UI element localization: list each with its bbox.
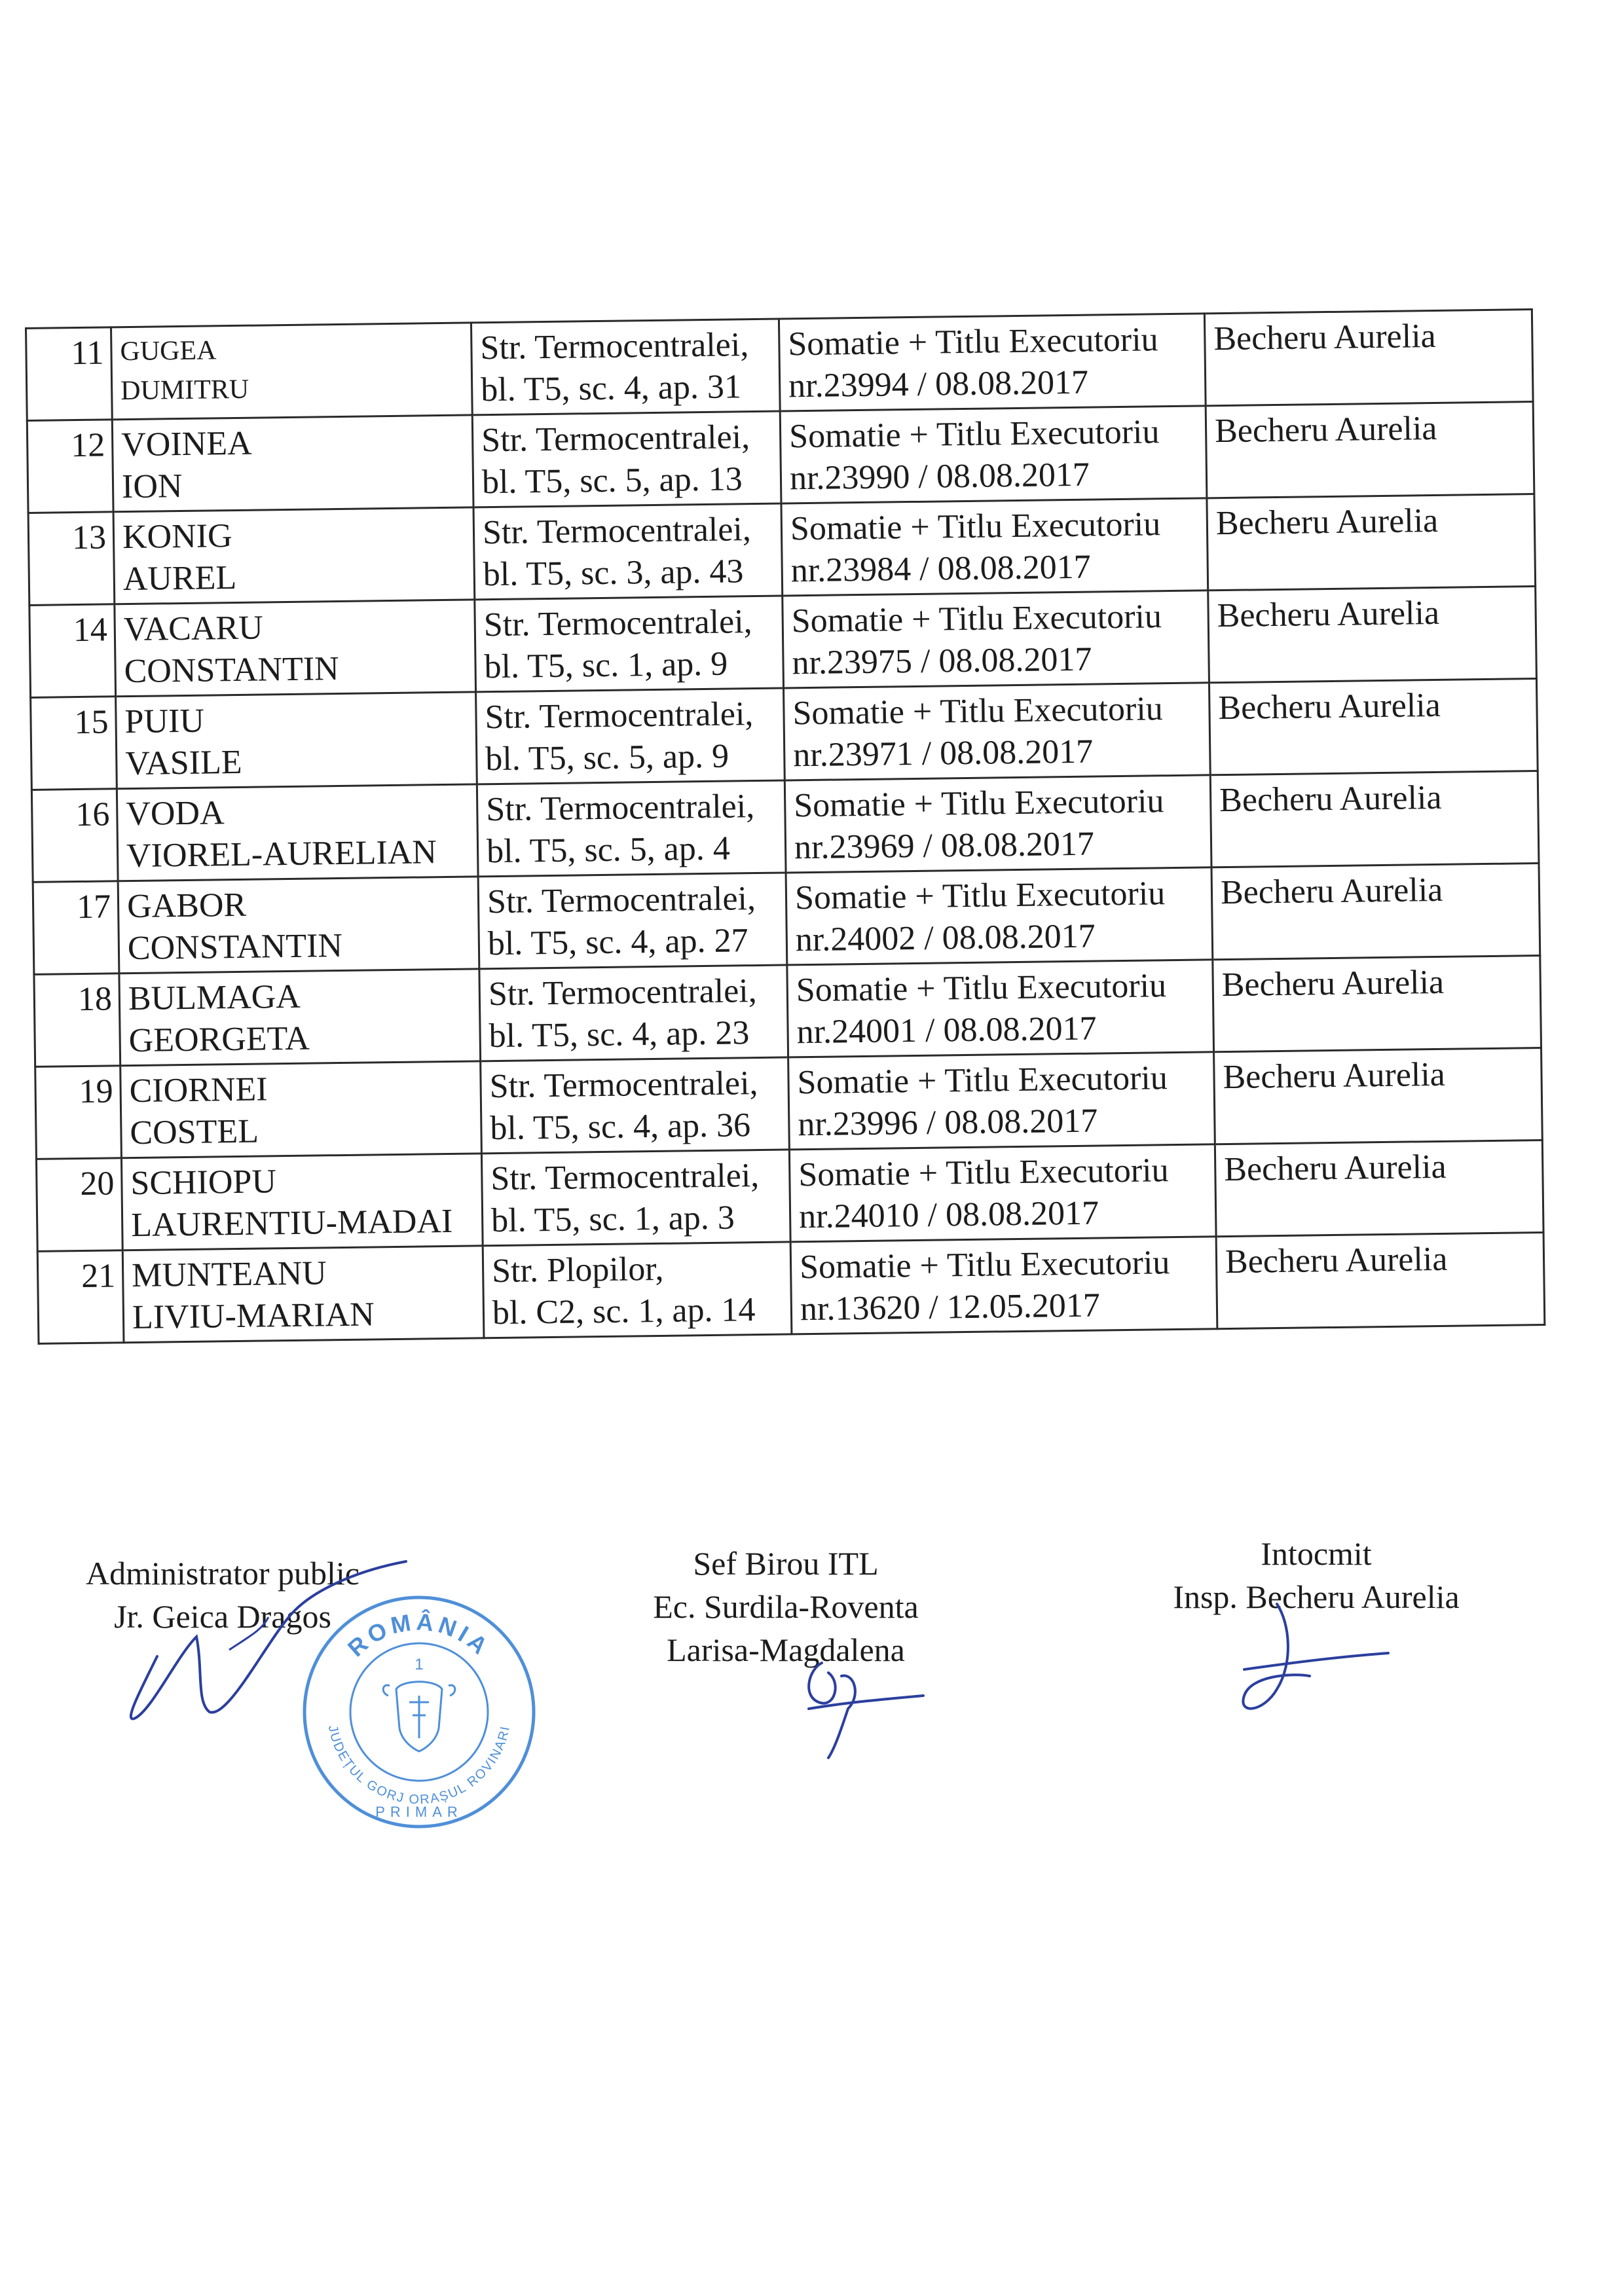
document-cell <box>786 867 1213 965</box>
sef-birou-title: Sef Birou ITL <box>693 1545 879 1582</box>
address-cell <box>473 503 783 600</box>
stamp-number: 1 <box>415 1656 424 1673</box>
sef-birou-signature-icon <box>783 1637 927 1768</box>
given-name: CONSTANTIN <box>127 926 343 968</box>
surname: VODA <box>125 794 225 833</box>
agent-cell <box>1207 494 1536 591</box>
agent-cell <box>1216 1232 1545 1328</box>
surname: VOINEA <box>120 424 252 464</box>
document-type: Somatie + Titlu Executoriu <box>799 1244 1170 1286</box>
surname: VACARU <box>123 609 264 649</box>
agent-name: Becheru Aurelia <box>1221 963 1445 1004</box>
row-number <box>33 881 119 975</box>
surname: CIORNEI <box>129 1070 268 1110</box>
row-number <box>28 512 115 606</box>
document-type: Somatie + Titlu Executoriu <box>788 321 1158 363</box>
name-cell <box>111 323 473 420</box>
document-number: nr.24002 / 08.08.2017 <box>795 917 1096 959</box>
address-unit: bl. T5, sc. 4, ap. 31 <box>480 368 742 409</box>
coat-of-arms-icon <box>383 1682 455 1751</box>
name-cell <box>112 415 473 512</box>
name-cell <box>122 1246 484 1343</box>
document-type: Somatie + Titlu Executoriu <box>796 967 1167 1010</box>
row-number <box>31 789 118 883</box>
row-number <box>27 420 113 513</box>
address-unit: bl. T5, sc. 4, ap. 23 <box>489 1014 750 1055</box>
administrator-title: Administrator public <box>86 1555 360 1592</box>
address-cell <box>477 780 786 877</box>
address-cell <box>483 1242 792 1338</box>
row-number <box>37 1250 124 1344</box>
address-unit: bl. T5, sc. 3, ap. 43 <box>483 553 744 594</box>
name-cell <box>116 692 477 789</box>
document-number: nr.23971 / 08.08.2017 <box>792 733 1094 774</box>
document-cell <box>779 314 1206 411</box>
intocmit-signature-icon <box>1231 1597 1401 1728</box>
agent-cell <box>1215 1140 1543 1236</box>
address-unit: bl. C2, sc. 1, ap. 14 <box>492 1291 756 1332</box>
row-number-text: 17 <box>76 888 111 926</box>
given-name: COSTEL <box>130 1112 259 1152</box>
address-unit: bl. T5, sc. 4, ap. 36 <box>490 1106 751 1148</box>
agent-name: Becheru Aurelia <box>1214 409 1437 450</box>
row-number-text: 16 <box>75 795 110 834</box>
address-street: Str. Termocentralei, <box>490 1157 760 1198</box>
address-cell <box>472 411 781 507</box>
agent-name: Becheru Aurelia <box>1223 1055 1446 1097</box>
document-type: Somatie + Titlu Executoriu <box>791 598 1162 640</box>
row-number-text: 19 <box>79 1072 114 1111</box>
document-cell <box>790 1237 1217 1334</box>
round-stamp-icon <box>298 1591 540 1833</box>
document-number: nr.23969 / 08.08.2017 <box>794 825 1095 867</box>
document-type: Somatie + Titlu Executoriu <box>790 505 1161 548</box>
stamp-ring-text: JUDEȚUL GORJ ORAȘUL ROVINARI <box>325 1724 513 1808</box>
row-number <box>36 1158 122 1252</box>
address-cell <box>478 873 787 969</box>
row-number-text: 21 <box>81 1257 116 1296</box>
agent-cell <box>1204 310 1533 406</box>
agent-name: Becheru Aurelia <box>1213 317 1436 358</box>
address-unit: bl. T5, sc. 5, ap. 9 <box>485 737 729 778</box>
row-number-text: 15 <box>74 703 109 742</box>
records-table-body <box>26 310 1545 1344</box>
name-cell <box>120 1061 482 1158</box>
address-cell <box>479 965 788 1061</box>
name-cell <box>119 969 481 1066</box>
agent-name: Becheru Aurelia <box>1220 871 1443 912</box>
surname: KONIG <box>122 517 232 556</box>
address-unit: bl. T5, sc. 4, ap. 27 <box>487 922 748 963</box>
row-number <box>35 1066 122 1159</box>
agent-name: Becheru Aurelia <box>1218 686 1441 727</box>
address-cell <box>475 596 784 692</box>
row-number <box>29 604 116 698</box>
records-table-wrapper <box>25 308 1543 1345</box>
agent-cell <box>1211 864 1540 960</box>
agent-cell <box>1214 1048 1543 1144</box>
document-type: Somatie + Titlu Executoriu <box>793 782 1164 825</box>
row-number-text: 13 <box>71 519 107 557</box>
address-street: Str. Termocentralei, <box>481 418 750 460</box>
document-type: Somatie + Titlu Executoriu <box>797 1059 1168 1102</box>
records-table <box>25 308 1545 1345</box>
row-number <box>31 697 117 790</box>
surname: MUNTEANU <box>131 1254 327 1295</box>
agent-name: Becheru Aurelia <box>1217 594 1440 635</box>
agent-cell <box>1209 679 1538 775</box>
name-cell <box>113 507 475 604</box>
intocmit-name: Insp. Becheru Aurelia <box>1173 1578 1460 1615</box>
surname: GABOR <box>126 886 247 926</box>
document-type: Somatie + Titlu Executoriu <box>792 690 1164 733</box>
surname: BULMAGA <box>128 977 301 1018</box>
agent-name: Becheru Aurelia <box>1215 501 1439 543</box>
name-cell <box>117 784 478 881</box>
name-cell <box>115 600 476 697</box>
document-number: nr.13620 / 12.05.2017 <box>800 1286 1101 1328</box>
document-number: nr.23975 / 08.08.2017 <box>792 640 1092 682</box>
administrator-name: Jr. Geica Dragos <box>114 1598 331 1635</box>
given-name: VIOREL-AURELIAN <box>126 833 437 875</box>
document-number: nr.24001 / 08.08.2017 <box>796 1010 1097 1051</box>
surname: GUGEA <box>120 335 217 367</box>
address-cell <box>481 1057 790 1154</box>
address-unit: bl. T5, sc. 5, ap. 4 <box>486 829 731 871</box>
agent-cell <box>1210 771 1539 867</box>
row-number-text: 20 <box>80 1165 115 1203</box>
document-cell <box>784 775 1211 873</box>
agent-name: Becheru Aurelia <box>1225 1240 1448 1281</box>
address-street: Str. Termocentralei, <box>488 972 758 1013</box>
address-street: Str. Termocentralei, <box>483 603 752 644</box>
address-cell <box>476 688 785 784</box>
address-street: Str. Plopilor, <box>491 1250 664 1290</box>
given-name: ION <box>121 467 183 506</box>
document-number: nr.23996 / 08.08.2017 <box>798 1102 1098 1144</box>
address-unit: bl. T5, sc. 5, ap. 13 <box>481 460 743 501</box>
document-type: Somatie + Titlu Executoriu <box>788 413 1160 456</box>
given-name: DUMITRU <box>120 374 249 407</box>
given-name: GEORGETA <box>128 1019 310 1060</box>
address-street: Str. Termocentralei, <box>489 1065 758 1106</box>
document-number: nr.23994 / 08.08.2017 <box>788 363 1089 405</box>
stamp-bottom: PRIMAR <box>375 1804 463 1820</box>
address-street: Str. Termocentralei, <box>485 695 754 737</box>
document-number: nr.23990 / 08.08.2017 <box>789 456 1090 498</box>
document-cell <box>783 591 1209 688</box>
address-unit: bl. T5, sc. 1, ap. 9 <box>484 645 728 686</box>
table-row <box>37 1232 1545 1343</box>
document-cell <box>784 683 1211 780</box>
surname: PUIU <box>124 702 205 741</box>
stamp-country: ROMÂNIA <box>342 1608 496 1662</box>
given-name: LIVIU-MARIAN <box>132 1296 375 1337</box>
address-street: Str. Termocentralei, <box>482 511 752 552</box>
agent-cell <box>1213 956 1541 1052</box>
surname: SCHIOPU <box>130 1163 277 1203</box>
given-name: CONSTANTIN <box>124 650 339 691</box>
intocmit-title: Intocmit <box>1261 1535 1372 1572</box>
row-number <box>34 974 120 1067</box>
name-cell <box>118 877 479 974</box>
svg-text:ROMÂNIA <box>342 1607 496 1662</box>
given-name: LAURENTIU-MADAI <box>130 1202 453 1245</box>
sef-birou-name-2: Larisa-Magdalena <box>667 1631 905 1668</box>
agent-cell <box>1206 402 1534 498</box>
row-number-text: 11 <box>71 334 104 373</box>
row-number-text: 18 <box>77 980 113 1019</box>
address-cell <box>481 1150 790 1246</box>
document-cell <box>781 498 1208 596</box>
agent-cell <box>1208 587 1537 683</box>
document-cell <box>787 960 1214 1057</box>
row-number-text: 12 <box>70 426 105 465</box>
document-type: Somatie + Titlu Executoriu <box>798 1152 1169 1194</box>
given-name: AUREL <box>122 558 237 598</box>
document-number: nr.24010 / 08.08.2017 <box>798 1194 1099 1236</box>
given-name: VASILE <box>125 743 242 783</box>
row-number-text: 14 <box>73 611 108 649</box>
document-type: Somatie + Titlu Executoriu <box>794 875 1166 917</box>
document-cell <box>780 406 1207 503</box>
address-street: Str. Termocentralei, <box>487 880 756 921</box>
agent-name: Becheru Aurelia <box>1223 1148 1447 1189</box>
address-cell <box>471 319 780 415</box>
address-street: Str. Termocentralei, <box>480 326 749 367</box>
document-cell <box>789 1144 1216 1242</box>
address-unit: bl. T5, sc. 1, ap. 3 <box>490 1199 735 1240</box>
document-number: nr.23984 / 08.08.2017 <box>790 548 1091 590</box>
row-number <box>26 327 113 421</box>
document-cell <box>788 1052 1215 1150</box>
sef-birou-name-1: Ec. Surdila-Roventa <box>653 1588 919 1625</box>
address-street: Str. Termocentralei, <box>485 788 755 829</box>
name-cell <box>121 1154 483 1250</box>
agent-name: Becheru Aurelia <box>1219 778 1442 820</box>
